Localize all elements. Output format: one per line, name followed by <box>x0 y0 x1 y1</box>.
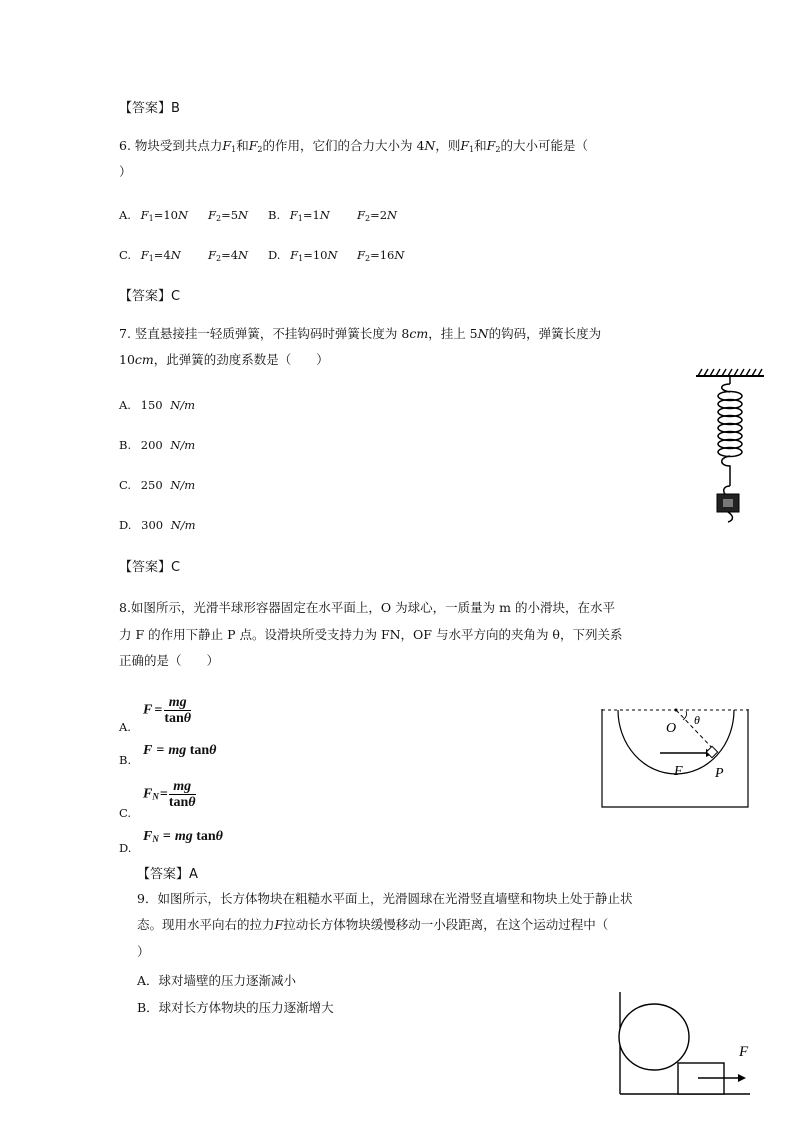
q9-stem-line1: 9．如图所示，长方体物块在粗糙水平面上，光滑圆球在光滑竖直墙壁和物块上处于静止状 <box>137 891 633 906</box>
q6-stem-line2: ） <box>119 164 132 179</box>
q8-option-a-formula: F = $\frac{mg}{\tan\theta}$ <box>143 695 192 726</box>
label-p: P <box>715 766 724 781</box>
weight-bottom-hook <box>728 512 733 522</box>
hemisphere-figure <box>602 705 750 809</box>
spring-coil <box>718 376 742 486</box>
pull-arrowhead <box>738 1074 746 1082</box>
q9-option-a: A．球对墙壁的压力逐渐减小 <box>137 973 297 988</box>
label-f: F <box>739 1044 749 1060</box>
answer-q8: 【答案】A <box>137 867 198 882</box>
q8-option-c-label: C. <box>119 806 132 820</box>
label-f: F <box>674 764 683 779</box>
q8-stem-line2: 力 F 的作用下静止 P 点。设滑块所受支持力为 FN，OF 与水平方向的夹角为 θ，下列关系 <box>119 627 623 642</box>
ball-block-figure <box>610 988 760 1098</box>
q9-stem-line3: ） <box>137 944 150 959</box>
q9-stem-line2: 态。现用水平向右的拉力F拉动长方体物块缓慢移动一小段距离，在这个运动过程中（ <box>137 917 609 932</box>
q8-stem-line3: 正确的是（ ） <box>119 653 220 668</box>
label-theta: θ <box>694 713 700 727</box>
q7-option-a: A. 150 N/m <box>119 398 196 412</box>
spring-figure <box>690 368 770 528</box>
q8-option-d-formula: $F_N$ = mg tanθ <box>143 829 223 844</box>
q7-option-d: D. 300 N/m <box>119 518 196 532</box>
q6-option-a: A. $F_1=10N$ <box>119 208 189 223</box>
q6-option-b-f2: $F_2=2N$ <box>357 208 398 223</box>
angle-arc <box>683 711 687 720</box>
q7-stem-line2: 10cm，此弹簧的劲度系数是（ ） <box>119 352 329 367</box>
q6-stem-line1: 6. 物块受到共点力$F_1$和$F_2$的作用，它们的合力大小为 4N，则$F_1$和$F_2$的大小可能是（ <box>119 138 588 154</box>
q7-stem-line1: 7. 竖直悬接挂一轻质弹簧，不挂钩码时弹簧长度为 8cm，挂上 5N的钩码，弹簧长度为 <box>119 326 602 341</box>
q8-option-b-label: B. <box>119 753 132 767</box>
q6-option-c: C. $F_1=4N$ <box>119 248 181 263</box>
q7-option-b: B. 200 N/m <box>119 438 196 452</box>
q8-option-b-formula: F = mg tanθ <box>143 743 217 758</box>
q6-option-d-f2: $F_2=16N$ <box>357 248 405 263</box>
q9-option-b: B．球对长方体物块的压力逐渐增大 <box>137 1000 334 1015</box>
q6-option-b: B. $F_1=1N$ <box>268 208 330 223</box>
q8-option-a-label: A. <box>119 720 131 734</box>
q6-option-c-f2: $F_2=4N$ <box>208 248 249 263</box>
ball <box>619 1004 689 1070</box>
answer-q7: 【答案】C <box>119 560 181 575</box>
q8-stem-line1: 8.如图所示，光滑半球形容器固定在水平面上，O 为球心，一质量为 m 的小滑块，在水平 <box>119 600 615 615</box>
q6-option-a-f2: $F_2=5N$ <box>208 208 249 223</box>
ceiling-hatch <box>698 369 762 376</box>
q6-option-d: D. $F_1=10N$ <box>268 248 338 263</box>
q7-option-c: C. 250 N/m <box>119 478 196 492</box>
q8-option-d-label: D. <box>119 841 132 855</box>
weight-label <box>723 499 733 507</box>
answer-q6: 【答案】C <box>119 289 181 304</box>
answer-q5: 【答案】B <box>119 101 180 116</box>
q8-option-c-formula: $F_N=$ $\frac{mg}{\tan\theta}$ <box>143 779 196 810</box>
label-o: O <box>666 721 677 736</box>
